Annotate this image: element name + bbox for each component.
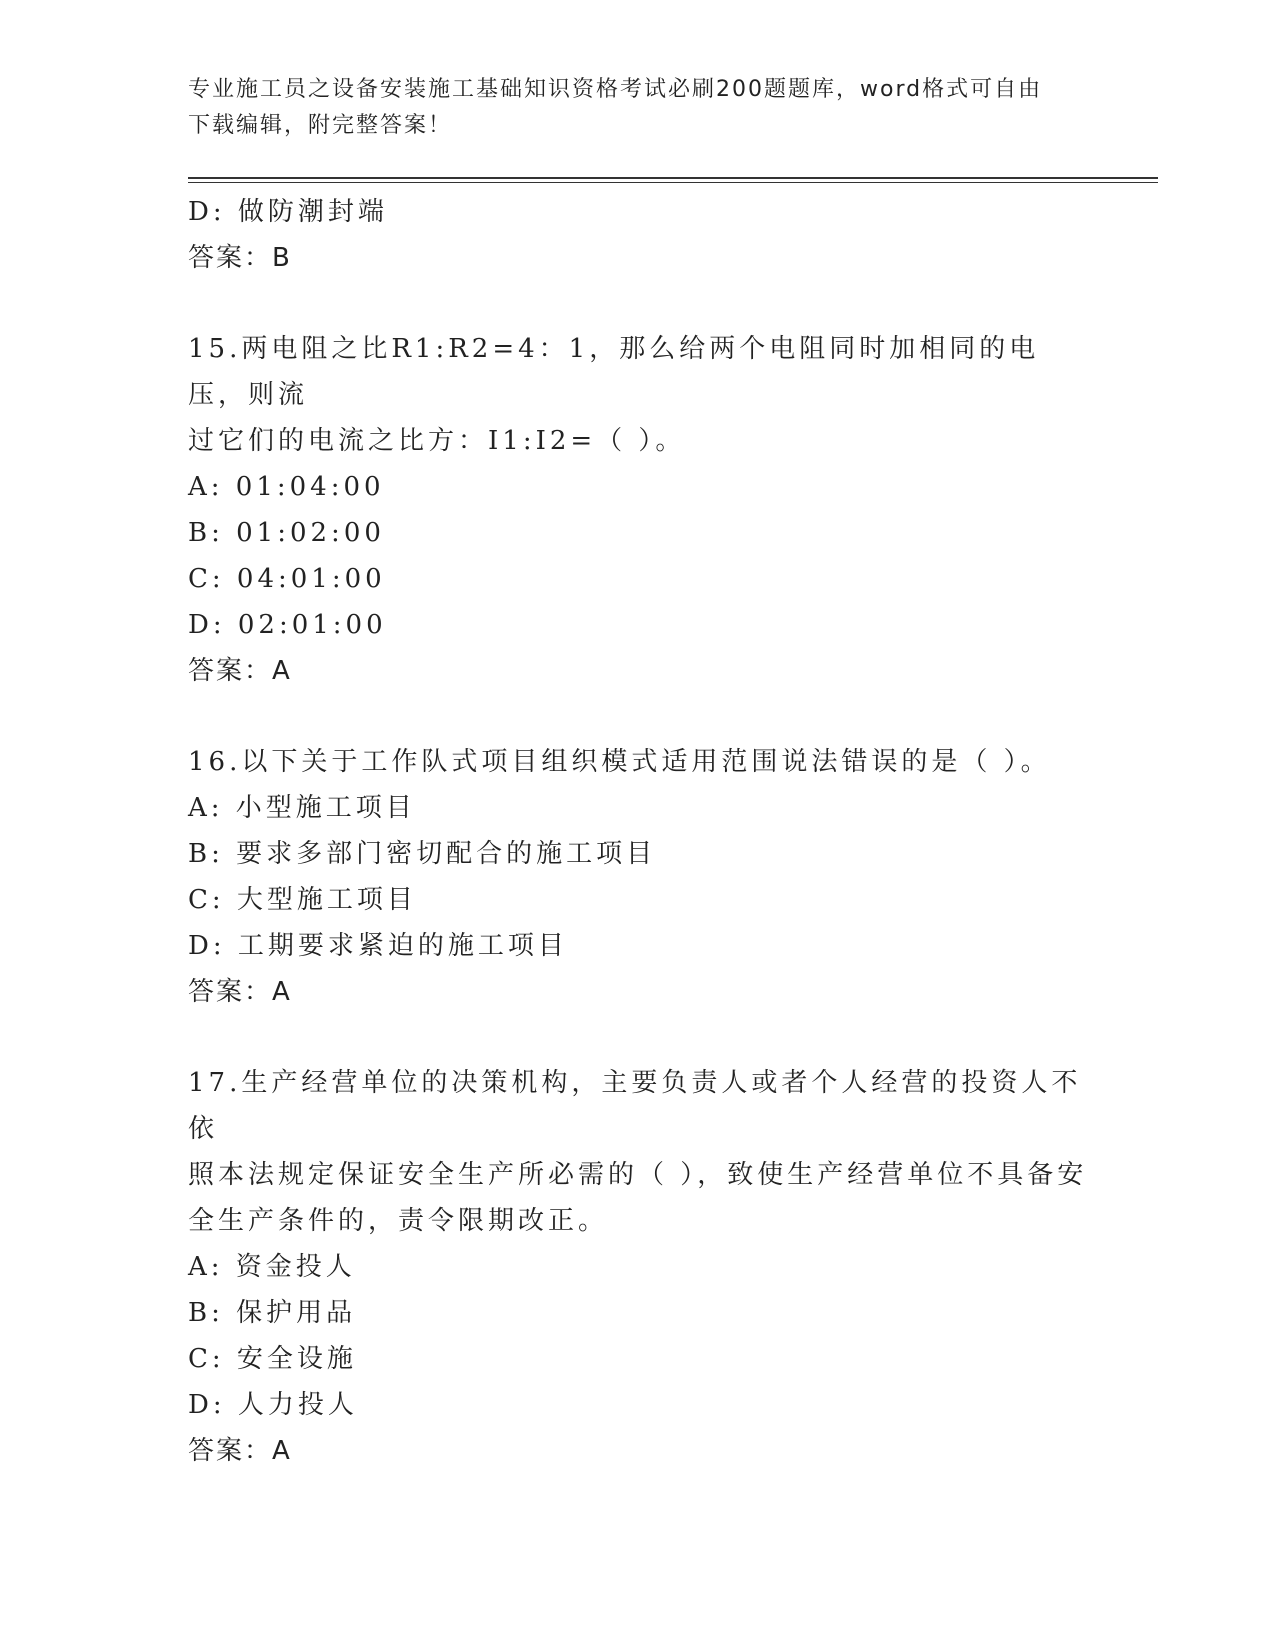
question-17-answer: 答案：A	[188, 1436, 292, 1466]
question-15-option-a: A: 01:04:00	[188, 472, 385, 502]
question-16-line-1: 16.以下关于工作队式项目组织模式适用范围说法错误的是（ ）。	[188, 747, 1051, 777]
question-16-option-b: B: 要求多部门密切配合的施工项目	[188, 839, 657, 869]
question-17-option-b: B: 保护用品	[188, 1298, 357, 1328]
question-15-option-d: D: 02:01:00	[188, 610, 387, 640]
spacer	[188, 694, 1088, 739]
question-15-line-1: 15.两电阻之比R1:R2=4：1，那么给两个电阻同时加相同的电压，则流	[188, 334, 1040, 410]
spacer	[188, 1015, 1088, 1060]
question-17-option-a: A: 资金投人	[188, 1252, 356, 1282]
header-divider-thin	[188, 182, 1158, 183]
question-16-answer: 答案：A	[188, 977, 292, 1007]
question-16	[188, 739, 1088, 1015]
header-line-2: 下载编辑，附完整答案！	[188, 113, 453, 138]
question-17-option-d: D: 人力投人	[188, 1390, 358, 1420]
question-15	[188, 326, 1088, 694]
document-body	[188, 189, 1088, 1474]
header-line-1: 专业施工员之设备安装施工基础知识资格考试必刷200题题库，word格式可自由	[188, 77, 1043, 102]
question-17-option-c: C: 安全设施	[188, 1344, 357, 1374]
previous-answer: 答案：B	[188, 243, 292, 273]
document-header	[188, 72, 1068, 144]
question-16-option-d: D: 工期要求紧迫的施工项目	[188, 931, 568, 961]
question-17	[188, 1060, 1088, 1474]
question-17-line-3: 全生产条件的，责令限期改正。	[188, 1206, 609, 1236]
question-17-line-1: 17.生产经营单位的决策机构，主要负责人或者个人经营的投资人不依	[188, 1068, 1082, 1144]
question-15-option-c: C: 04:01:00	[188, 564, 386, 594]
header-divider-thick	[188, 177, 1158, 179]
question-17-line-2: 照本法规定保证安全生产所必需的（ ），致使生产经营单位不具备安	[188, 1160, 1088, 1190]
question-15-answer: 答案：A	[188, 656, 292, 686]
question-16-option-c: C: 大型施工项目	[188, 885, 417, 915]
previous-option-d: D: 做防潮封端	[188, 197, 388, 227]
question-15-line-2: 过它们的电流之比方：I1:I2=（ ）。	[188, 426, 686, 456]
question-15-option-b: B: 01:02:00	[188, 518, 385, 548]
question-16-option-a: A: 小型施工项目	[188, 793, 416, 823]
spacer	[188, 281, 1088, 326]
